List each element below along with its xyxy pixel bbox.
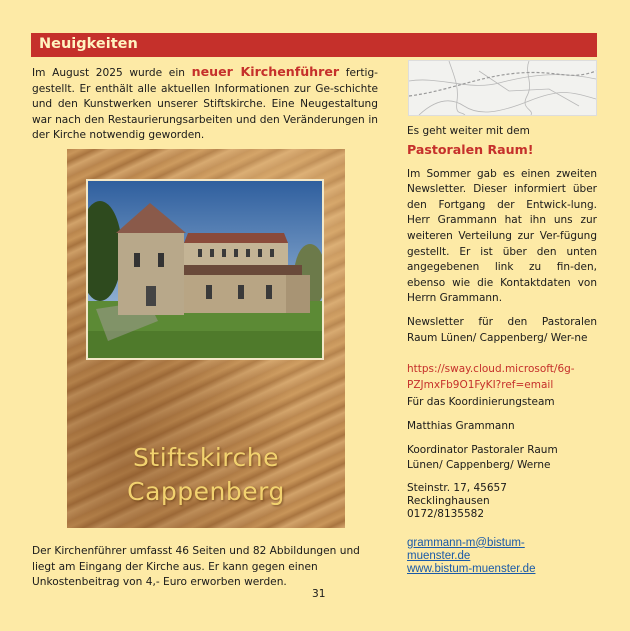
website-link[interactable]: www.bistum-muenster.de	[407, 562, 536, 575]
book-caption: Der Kirchenführer umfasst 46 Seiten und 82 Abbildungen und liegt am Eingang der Kirche aus. Er kann gegen einen Unkostenbeitrag von 4,- Euro erworben werden.	[32, 545, 360, 589]
intro-highlight: neuer Kirchenführer	[191, 64, 340, 79]
newsletter-link[interactable]: https://sway.cloud.microsoft/6g-PZJmxFb9O1FyKI?ref=email	[407, 363, 575, 391]
book-title-line2: Cappenberg	[127, 477, 285, 506]
newsletter-paragraph: Im Sommer gab es einen zweiten Newsletter. Dieser informiert über den Fortgang der Entwick-lung. Herr Grammann hat ihn uns zur weiteren Verteilung zur Ver-fügung gestellt. Er ist über den unten angegebenen link zu fin-den, ebenso wie die Kontaktdaten von Herrn Grammann.	[407, 167, 597, 305]
newsletter-label: Newsletter für den Pastoralen Raum Lünen/ Cappenberg/ Wer-ne	[407, 315, 597, 344]
contact-role-line1: Koordinator Pastoraler Raum	[407, 443, 558, 456]
church-photo	[88, 181, 322, 358]
map-thumbnail	[408, 60, 597, 116]
intro-post: fertig-gestellt. Er enthält alle aktuellen Informationen zur Ge-schichte und den Kunstwerken unserer Stiftskirche. Eine Neugestaltung war nach den Restaurierungsarbeiten und den Veränderungen in der Kirche notwendig geworden.	[32, 67, 378, 142]
book-title	[67, 441, 345, 509]
intro-pre: Im August 2025 wurde ein	[32, 67, 192, 79]
page-number: 31	[312, 588, 326, 600]
phone-number: 0172/8135582	[407, 507, 485, 520]
email-link-line2[interactable]: muenster.de	[407, 549, 471, 562]
section-header	[31, 33, 597, 57]
address-line2: Recklinghausen	[407, 494, 490, 507]
right-lead: Es geht weiter mit dem	[407, 125, 530, 137]
contact-name: Matthias Grammann	[407, 419, 515, 432]
email-link-line1[interactable]: grammann-m@bistum-	[407, 536, 525, 549]
right-heading: Pastoralen Raum!	[407, 141, 534, 157]
book-title-line1: Stiftskirche	[133, 443, 279, 472]
book-cover-image	[67, 149, 345, 528]
right-column	[407, 124, 597, 576]
address-line1: Steinstr. 17, 45657	[407, 481, 507, 494]
section-title: Neuigkeiten	[39, 36, 138, 52]
team-label: Für das Koordinierungsteam	[407, 396, 555, 409]
intro-paragraph	[32, 64, 378, 144]
church-photo-frame	[86, 179, 324, 360]
contact-role-line2: Lünen/ Cappenberg/ Werne	[407, 459, 551, 472]
map-lines	[409, 61, 596, 115]
